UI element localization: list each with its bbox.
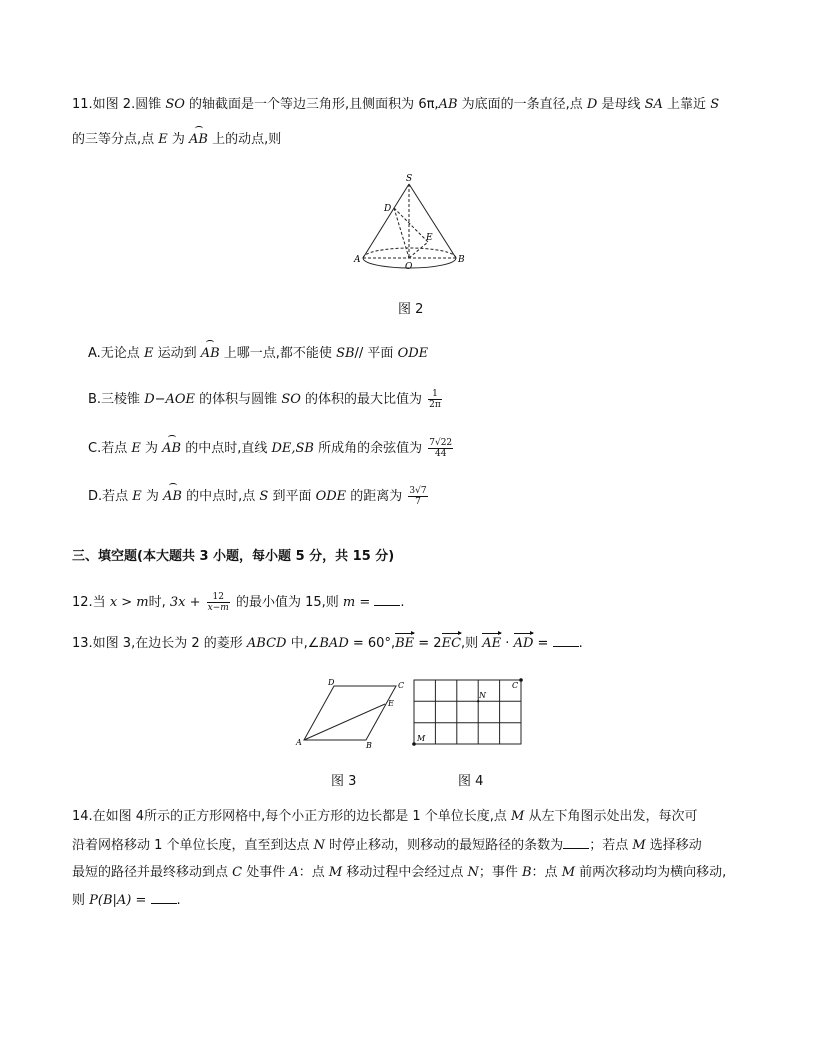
rhombus-ABCD (304, 686, 396, 740)
label-A: A (354, 255, 361, 265)
option-b: B.三棱锥 D−AOE 的体积与圆锥 SO 的体积的最大比值为 $\frac{1}{2\pi}$ (88, 389, 441, 410)
label-D: D (384, 204, 392, 214)
figure-3-rhombus (292, 674, 412, 752)
label-O: O (405, 262, 413, 272)
answer-blank-q14-1[interactable] (563, 836, 589, 849)
point-C (519, 678, 523, 682)
label-S: S (406, 174, 413, 184)
option-a: A.无论点 E 运动到 AB 上哪一点,都不能使 SB// 平面 ODE (88, 346, 429, 361)
option-d: D.若点 E 为 AB 的中点时,点 S 到平面 ODE 的距离为 $\frac{3√7}{7}$ (88, 486, 427, 507)
label-E: E (426, 233, 433, 243)
q11-line1: 11.如图 2.圆锥 SO 的轴截面是一个等边三角形,且侧面积为 6π,AB 为底面的一条直径,点 D 是母线 SA 上靠近 S (72, 97, 720, 112)
section-3-heading: 三、填空题(本大题共 3 小题，每小题 5 分，共 15 分) (72, 549, 395, 564)
fig4-label-N: N (479, 691, 486, 700)
point-N (477, 700, 479, 702)
cone-edge-SA (363, 184, 409, 258)
q14-line1: 14.在如图 4所示的正方形网格中,每个小正方形的边长都是 1 个单位长度,点 M 从左下角图示处出发，每次可 (72, 809, 698, 824)
cone-edge-SB (409, 184, 456, 258)
q12: 12.当 x > m时, 3x + $\frac{12}{x-m}$ 的最小值为 15,则 m = . (72, 592, 405, 613)
option-c: C.若点 E 为 AB 的中点时,直线 DE,SB 所成角的余弦值为 $\frac{7√22}{44}$ (88, 438, 453, 459)
segment-OE (409, 242, 428, 258)
fraction-q12: $\frac{12}{x-m}$ (207, 592, 229, 613)
q14-line4: 则 P(B|A) = . (72, 893, 181, 908)
fig3-label-C: C (398, 681, 405, 690)
q14-line2: 沿着网格移动 1 个单位长度，直至到达点 N 时停止移动，则移动的最短路径的条数为 ；若点 M 选择移动 (72, 838, 702, 853)
grid-outline (414, 680, 521, 744)
figure-4-caption: 图 4 (458, 774, 484, 789)
figure-2-caption: 图 2 (398, 302, 424, 317)
answer-blank-q12[interactable] (374, 593, 400, 606)
figure-4-grid (410, 676, 526, 748)
fig4-label-C: C (512, 681, 519, 690)
fig3-label-B: B (366, 741, 372, 750)
point-M (412, 742, 416, 746)
fig3-label-D: D (328, 678, 335, 687)
answer-blank-q13[interactable] (553, 634, 579, 647)
fraction-d: $\frac{3√7}{7}$ (409, 486, 427, 507)
label-B: B (458, 255, 465, 265)
fraction-c: $\frac{7√22}{44}$ (429, 438, 453, 459)
fig4-label-M: M (417, 734, 426, 743)
fig3-label-A: A (296, 738, 302, 747)
q11-line2: 的三等分点,点 E 为 AB 上的动点,则 (72, 132, 282, 147)
segment-AE (304, 704, 385, 740)
fig3-label-E: E (388, 699, 394, 708)
figure-3-caption: 图 3 (331, 774, 357, 789)
fraction-b: $\frac{1}{2\pi}$ (429, 389, 441, 410)
q14-line3: 最短的路径并最终移动到点 C 处事件 A：点 M 移动过程中会经过点 N；事件 B：点 M 前两次移动均为横向移动, (72, 865, 727, 880)
figure-2-cone (350, 170, 470, 275)
answer-blank-q14-2[interactable] (151, 891, 177, 904)
q13: 13.如图 3,在边长为 2 的菱形 ABCD 中,∠BAD = 60°,BE = 2EC,则 AE · AD = . (72, 636, 583, 651)
